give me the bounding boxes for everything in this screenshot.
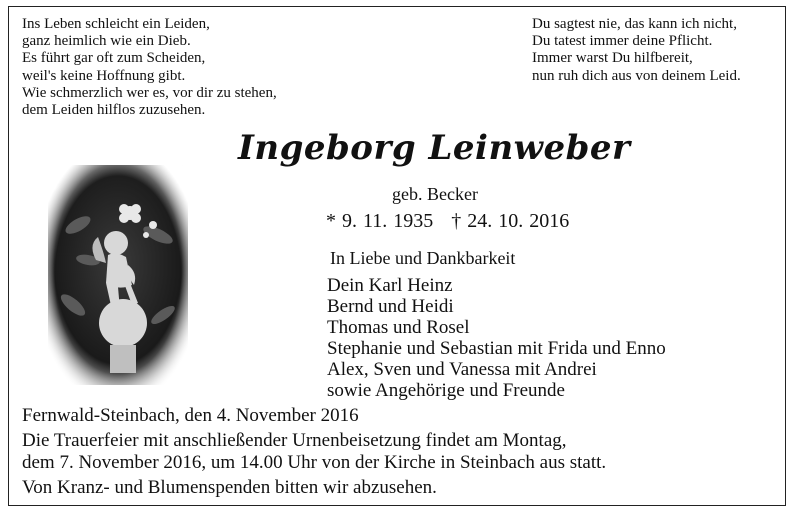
mourner-line: Bernd und Heidi [327, 296, 454, 317]
angel-statue-photo [48, 165, 188, 385]
poem-line: Wie schmerzlich wer es, vor dir zu stehen, [22, 84, 277, 101]
deceased-name: Ingeborg Leinweber [238, 128, 631, 168]
poem-line: Du tatest immer deine Pflicht. [532, 33, 713, 50]
mourner-line: Thomas und Rosel [327, 317, 470, 338]
dedication-line: In Liebe und Dankbarkeit [330, 248, 516, 268]
ceremony-line: Die Trauerfeier mit anschließender Urnenbeisetzung findet am Montag, [22, 430, 567, 451]
poem-line: nun ruh dich aus von deinem Leid. [532, 67, 741, 84]
mourner-line: Alex, Sven und Vanessa mit Andrei [327, 359, 597, 380]
angel-statue-image [48, 165, 188, 385]
poem-right [532, 16, 741, 85]
poem-line: Du sagtest nie, das kann ich nicht, [532, 16, 737, 32]
mourner-line: Stephanie und Sebastian mit Frida und Enno [327, 338, 666, 359]
mourner-line: Dein Karl Heinz [327, 275, 453, 296]
death-date: † 24. 10. 2016 [451, 210, 570, 232]
poem-line: Ins Leben schleicht ein Leiden, [22, 16, 210, 32]
flowers-note: Von Kranz- und Blumenspenden bitten wir abzusehen. [22, 477, 437, 498]
ceremony-info [22, 430, 606, 474]
place-date: Fernwald-Steinbach, den 4. November 2016 [22, 405, 359, 426]
poem-line: Es führt gar oft zum Scheiden, [22, 50, 206, 67]
ceremony-line: dem 7. November 2016, um 14.00 Uhr von der Kirche in Steinbach aus statt. [22, 452, 607, 473]
mourner-line: sowie Angehörige und Freunde [327, 380, 565, 401]
poem-line: ganz heimlich wie ein Dieb. [22, 33, 191, 50]
life-dates [326, 210, 587, 233]
maiden-name: geb. Becker [392, 184, 478, 204]
poem-line: dem Leiden hilflos zuzusehen. [22, 102, 206, 119]
birth-date: * 9. 11. 1935 [326, 210, 434, 232]
mourners-list [327, 275, 666, 401]
poem-line: Immer warst Du hilfbereit, [532, 50, 693, 67]
poem-left [22, 16, 277, 119]
poem-line: weil's keine Hoffnung gibt. [22, 67, 186, 84]
